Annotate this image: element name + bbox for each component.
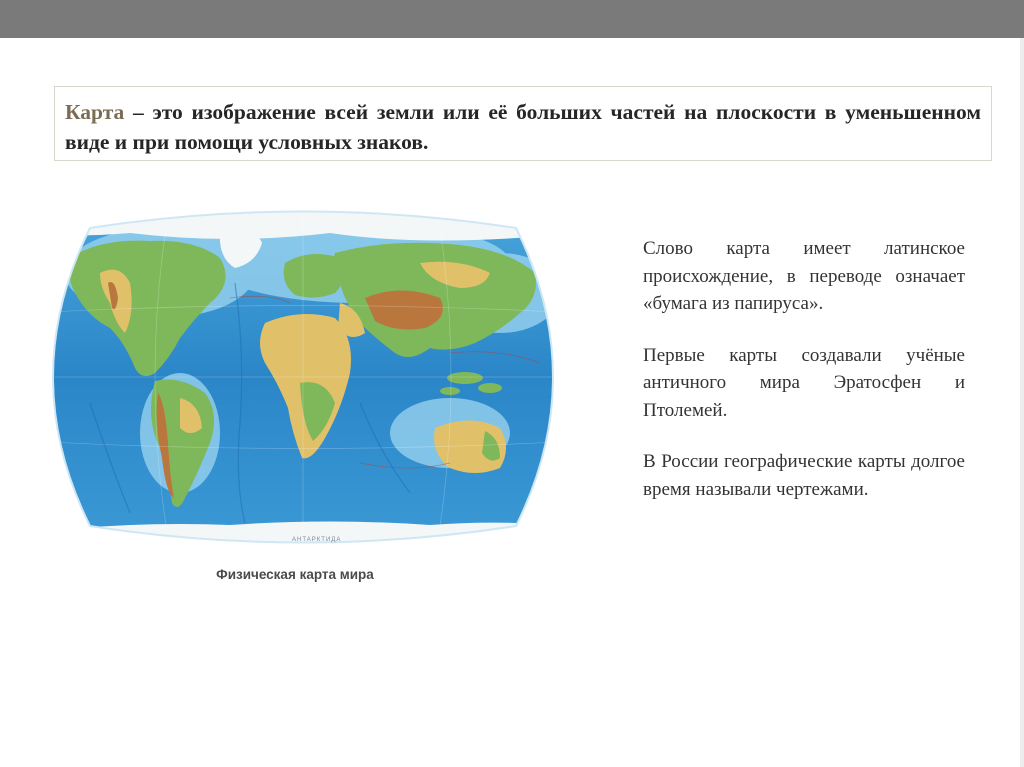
antarctica-label: АНТАРКТИДА [292,537,342,543]
definition-term: Карта [65,100,125,124]
definition-text: – это изображение всей земли или её больших частей на плоскости в уменьшенном виде и при помощи условных знаков. [65,100,981,154]
slide-edge [1020,38,1024,767]
paragraph-russia: В России географические карты долгое время называли чертежами. [643,451,965,500]
world-map [30,203,576,551]
map-caption: Физическая карта мира [216,567,374,582]
world-map-image [30,203,576,551]
paragraph-origin: Слово карта имеет латинское происхождение, в переводе означает «бумага из папируса». [643,238,965,314]
text-column [643,235,965,527]
definition-box [54,86,992,161]
top-bar [0,0,1024,38]
paragraph-first-maps: Первые карты создавали учёные античного мира Эратосфен и Птолемей. [643,344,965,421]
slide [0,38,1024,767]
